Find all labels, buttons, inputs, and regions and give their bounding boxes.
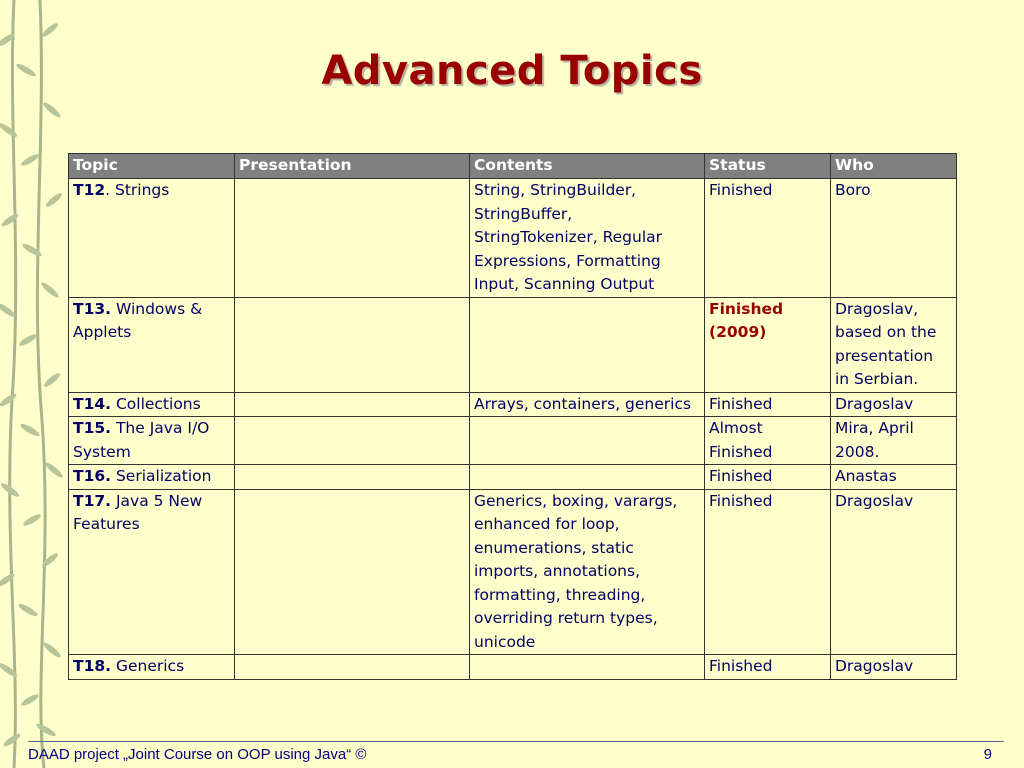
contents-cell: Generics, boxing, varargs, enhanced for loop, enumerations, static imports, annotations, formatting, threading, overriding return types, unicode bbox=[470, 489, 705, 655]
topic-code: T15. bbox=[73, 419, 112, 437]
topic-code: T13. bbox=[73, 299, 112, 318]
slide-title: Advanced Topics bbox=[321, 48, 703, 94]
presentation-cell bbox=[235, 465, 470, 490]
status-cell: Finished bbox=[705, 489, 831, 655]
who-cell: Anastas bbox=[831, 465, 957, 490]
topic-code: T17. bbox=[73, 491, 112, 510]
topic-code: T12 bbox=[73, 181, 106, 199]
topic-cell bbox=[69, 392, 235, 417]
status-cell: Almost Finished bbox=[705, 417, 831, 465]
topic-title: Serialization bbox=[111, 467, 212, 485]
topic-title: . Strings bbox=[105, 181, 170, 199]
table-row bbox=[69, 297, 957, 392]
status-cell: Finished bbox=[705, 465, 831, 490]
column-header-topic: Topic bbox=[69, 154, 235, 179]
contents-cell bbox=[470, 655, 705, 680]
topic-code: T18. bbox=[73, 657, 112, 675]
table-row bbox=[69, 465, 957, 490]
topic-cell bbox=[69, 297, 235, 392]
topic-cell bbox=[69, 179, 235, 298]
presentation-cell bbox=[235, 179, 470, 298]
column-header-contents: Contents bbox=[470, 154, 705, 179]
topic-cell bbox=[69, 655, 235, 680]
presentation-cell bbox=[235, 417, 470, 465]
topic-title: Java 5 New Features bbox=[73, 491, 203, 533]
footer-divider bbox=[28, 741, 1004, 742]
who-cell: Dragoslav bbox=[831, 489, 957, 655]
column-header-status: Status bbox=[705, 154, 831, 179]
status-cell: Finished bbox=[705, 392, 831, 417]
status-cell: Finished bbox=[705, 179, 831, 298]
page-number: 9 bbox=[983, 746, 992, 763]
who-cell: Dragoslav bbox=[831, 655, 957, 680]
presentation-cell bbox=[235, 489, 470, 655]
topic-code: T16. bbox=[73, 467, 112, 485]
table-row bbox=[69, 655, 957, 680]
decorative-leaf-border bbox=[0, 0, 64, 768]
column-header-presentation: Presentation bbox=[235, 154, 470, 179]
topic-title: Windows & Applets bbox=[73, 299, 203, 341]
contents-cell bbox=[470, 297, 705, 392]
topic-cell bbox=[69, 417, 235, 465]
table-row bbox=[69, 179, 957, 298]
topic-cell bbox=[69, 489, 235, 655]
status-cell: Finished bbox=[705, 655, 831, 680]
presentation-cell bbox=[235, 297, 470, 392]
presentation-cell bbox=[235, 655, 470, 680]
contents-cell: Arrays, containers, generics bbox=[470, 392, 705, 417]
who-cell: Mira, April 2008. bbox=[831, 417, 957, 465]
footer-text: DAAD project „Joint Course on OOP using Java“ © bbox=[28, 746, 367, 763]
column-header-who: Who bbox=[831, 154, 957, 179]
presentation-cell bbox=[235, 392, 470, 417]
who-cell: Dragoslav, based on the presentation in Serbian. bbox=[831, 297, 957, 392]
contents-cell: String, StringBuilder, StringBuffer, StringTokenizer, Regular Expressions, Formatting Input, Scanning Output bbox=[470, 179, 705, 298]
table-row bbox=[69, 417, 957, 465]
topic-title: Collections bbox=[111, 394, 201, 413]
table-row bbox=[69, 489, 957, 655]
table-row bbox=[69, 392, 957, 417]
contents-cell bbox=[470, 465, 705, 490]
topic-title: The Java I/O System bbox=[73, 419, 210, 461]
who-cell: Dragoslav bbox=[831, 392, 957, 417]
table-header-row bbox=[69, 154, 957, 179]
topics-table bbox=[68, 153, 957, 680]
topic-title: Generics bbox=[111, 657, 185, 675]
who-cell: Boro bbox=[831, 179, 957, 298]
topic-cell bbox=[69, 465, 235, 490]
contents-cell bbox=[470, 417, 705, 465]
status-cell: Finished (2009) bbox=[705, 297, 831, 392]
topic-code: T14. bbox=[73, 394, 112, 413]
